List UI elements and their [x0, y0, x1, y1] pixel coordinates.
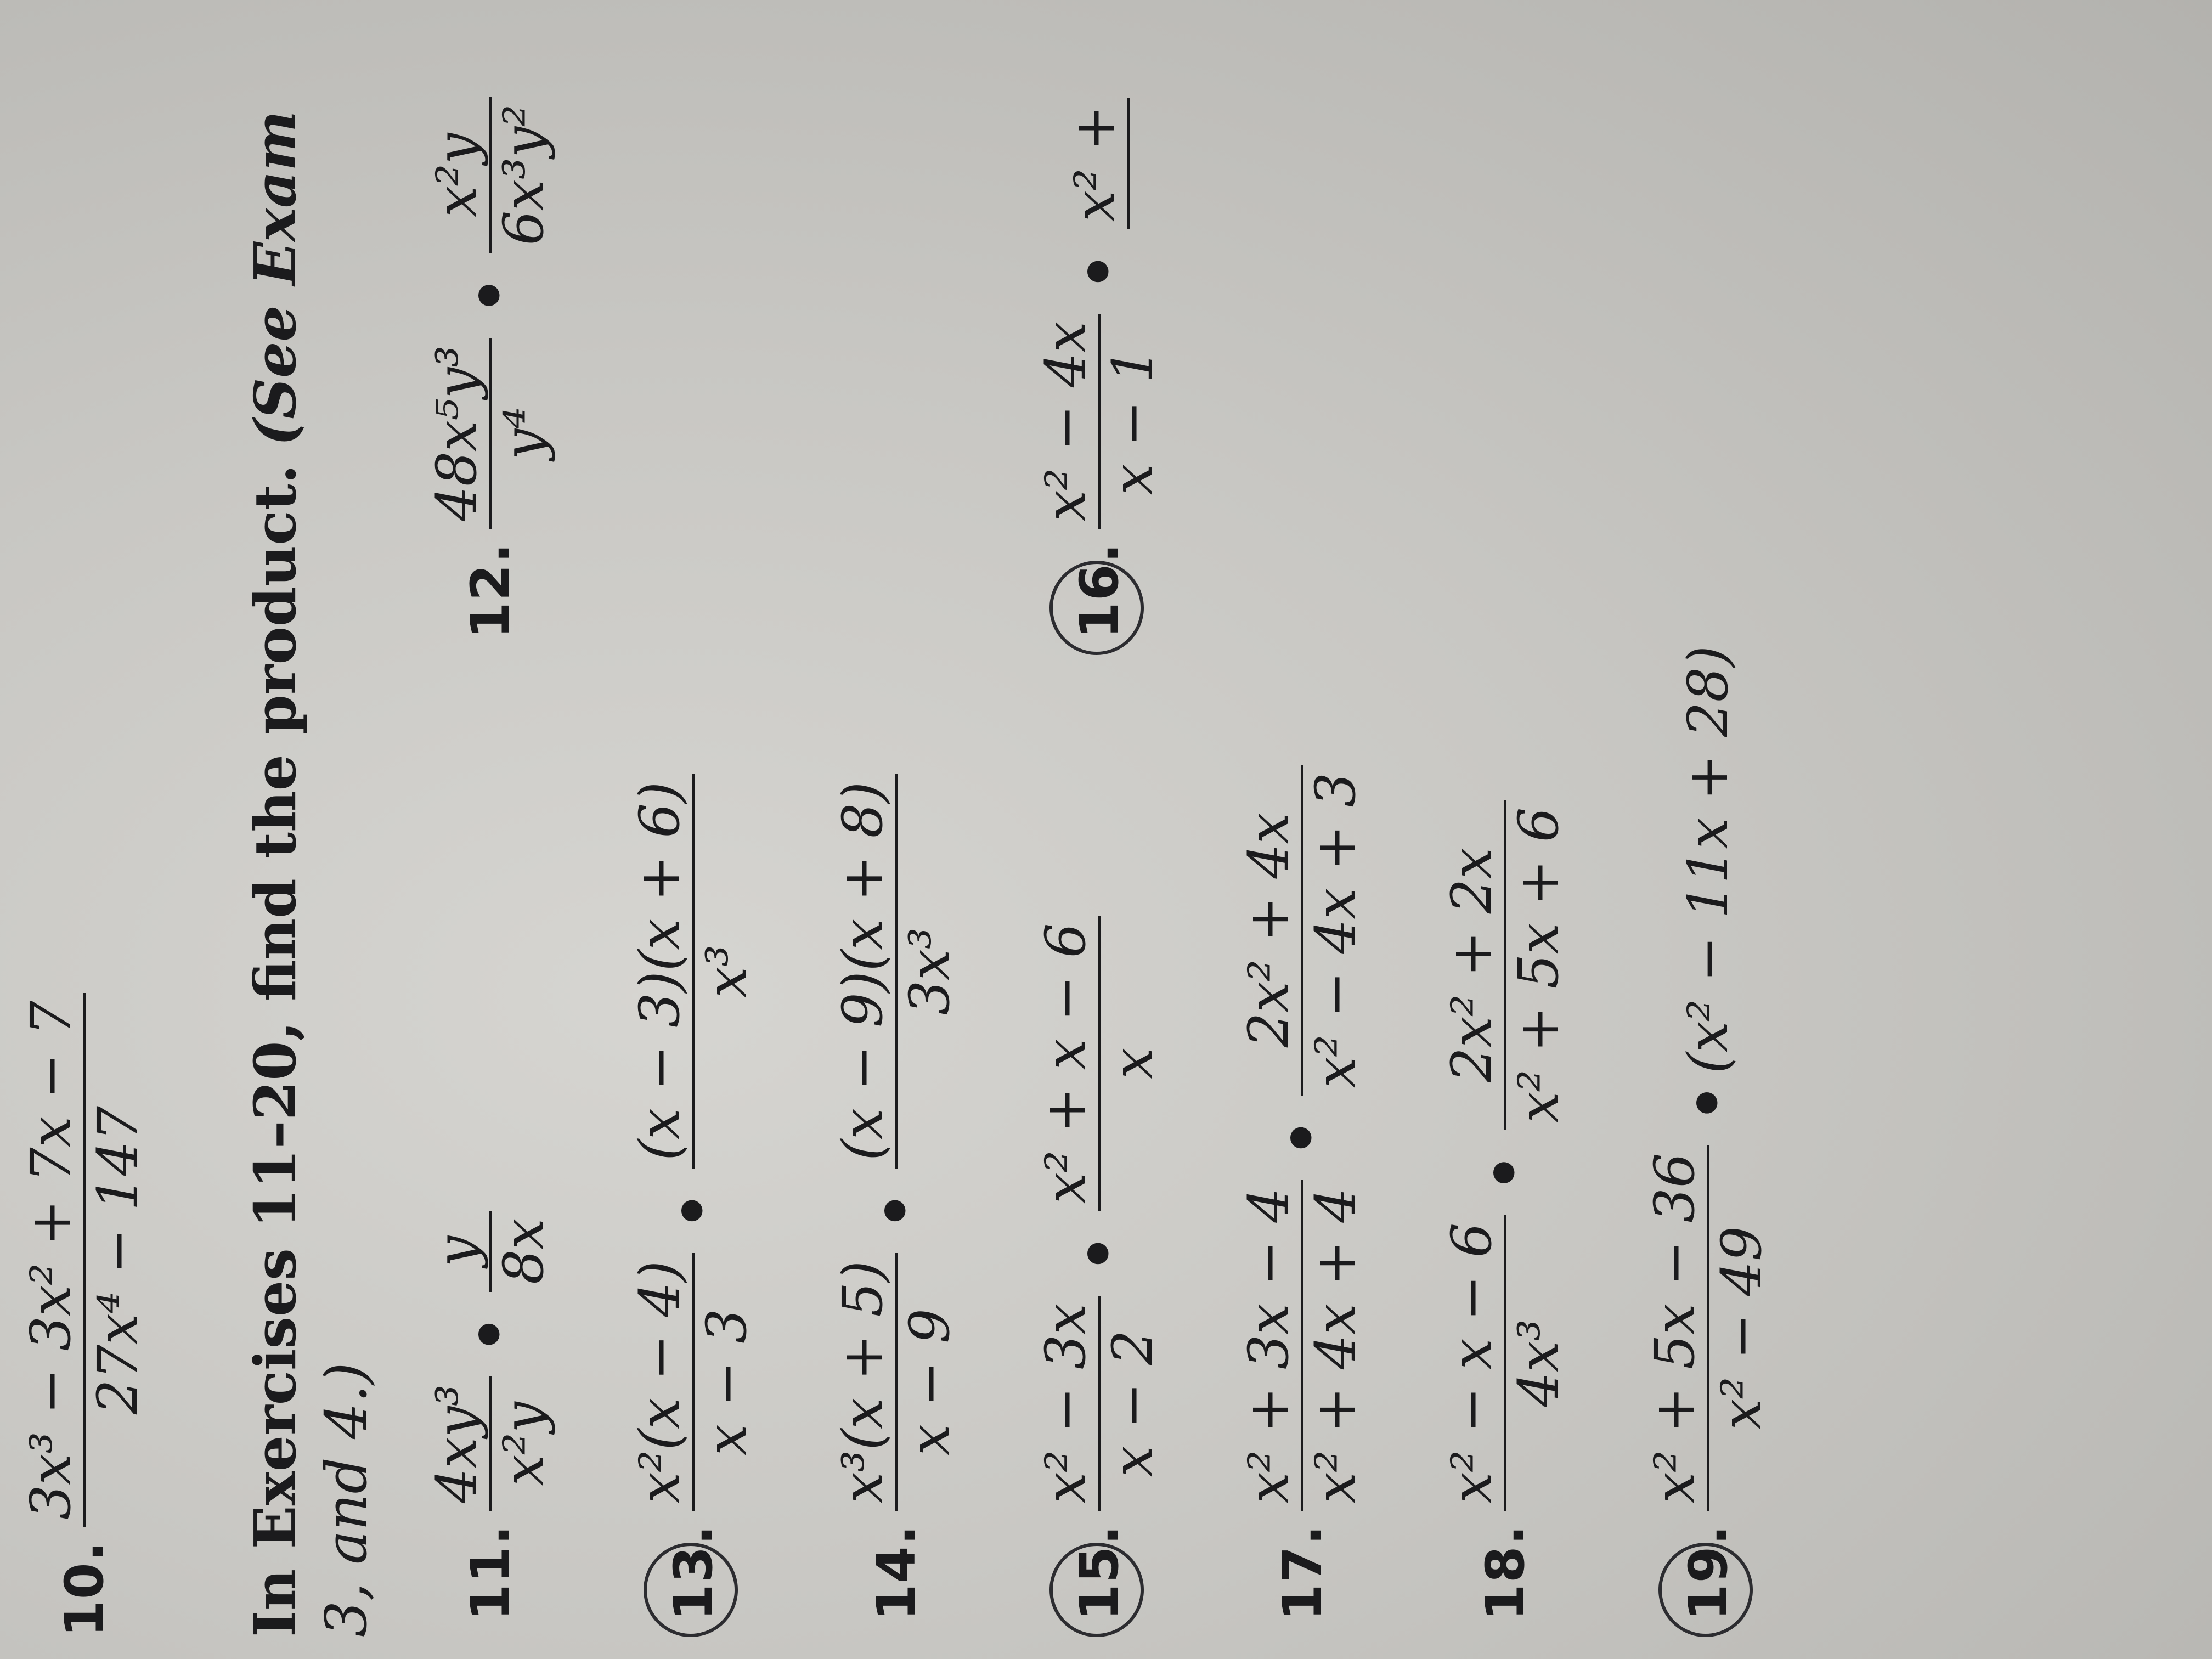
instructions [241, 111, 309, 1637]
fraction-left [425, 338, 556, 529]
multiply-dot: • [1673, 1084, 1743, 1122]
exercise-19 [1643, 646, 1774, 1621]
exercise-number [1678, 1524, 1739, 1621]
fraction-right [425, 97, 556, 253]
denominator: 8x [492, 1218, 556, 1285]
fraction-left [1643, 1145, 1774, 1510]
exercise-number: 10. [53, 1540, 115, 1637]
denominator: x² + 4x + 4 [1304, 1188, 1368, 1503]
exercise-number: 17. [1271, 1523, 1333, 1621]
handwritten-circle [1652, 1537, 1758, 1643]
fraction-left [1034, 1296, 1165, 1511]
numerator: 2x² + 4x [1237, 812, 1301, 1048]
denominator: x − 1 [1101, 348, 1165, 495]
numerator: x²(x − 4) [628, 1261, 692, 1503]
fraction-left [1237, 1180, 1368, 1511]
exercise-15 [1034, 902, 1165, 1621]
denominator: x²y [492, 1402, 556, 1486]
denominator: 27x⁴ − 147 [86, 1105, 150, 1414]
numerator: (x − 9)(x + 8) [831, 781, 895, 1161]
exercise-18 [1440, 787, 1571, 1621]
multiply-dot: • [1064, 252, 1135, 291]
denominator: x² + 5x + 6 [1506, 807, 1571, 1123]
instructions-reference: (See Exam [241, 110, 309, 447]
numerator: (x − 3)(x + 6) [628, 781, 692, 1161]
multiply-dot: • [1267, 1118, 1338, 1158]
denominator: 6x³y² [492, 104, 556, 246]
exercise-number: 11. [459, 1523, 521, 1621]
exercise-number [663, 1524, 724, 1621]
handwritten-circle [1043, 555, 1149, 661]
denominator: x² − 49 [1709, 1226, 1774, 1430]
instructions-text: In Exercises 11–20, find the product. [241, 464, 309, 1637]
denominator: x³ [695, 945, 759, 998]
exercise-number-text: 15. [1068, 1523, 1130, 1621]
multiply-dot: • [1064, 1234, 1135, 1273]
numerator: 3x³ − 3x² + 7x − 7 [19, 1000, 83, 1520]
fraction-right [831, 774, 962, 1169]
denominator: x − 3 [695, 1308, 759, 1455]
instructions-line-2: 3, and 4.) [313, 1362, 380, 1637]
exercise-number: 18. [1474, 1523, 1536, 1621]
numerator: 4xy³ [425, 1384, 489, 1503]
polynomial-factor: (x² − 11x + 28) [1676, 646, 1740, 1074]
fraction-left [831, 1253, 962, 1511]
multiply-dot: • [658, 1191, 729, 1231]
exercise-16 [1034, 84, 1165, 639]
numerator: x²y [425, 133, 489, 217]
exercise-10 [19, 980, 150, 1637]
denominator: y⁴ [492, 407, 556, 460]
multiply-dot: • [455, 1315, 526, 1354]
exercise-11 [425, 1198, 556, 1621]
exercise-number [1069, 542, 1130, 639]
fraction-right [628, 774, 759, 1169]
numerator: x² − 4x [1034, 321, 1098, 521]
exercise-13 [628, 761, 759, 1621]
exercise-number [1069, 1524, 1130, 1621]
fraction-right [1034, 916, 1165, 1211]
denominator: x² − 4x + 3 [1304, 772, 1368, 1088]
exercise-number-text: 13. [662, 1523, 724, 1621]
multiply-dot: • [455, 276, 526, 315]
fraction-right [1237, 765, 1368, 1096]
handwritten-circle [1043, 1537, 1149, 1643]
denominator: 3x³ [898, 927, 962, 1015]
numerator: x³(x + 5) [831, 1261, 895, 1503]
numerator: 2x² + 2x [1440, 848, 1504, 1082]
fraction-right [425, 1211, 556, 1292]
fraction-left [1034, 314, 1165, 529]
exercise-14 [831, 761, 962, 1621]
exercise-17 [1237, 752, 1368, 1621]
denominator: x [1101, 1047, 1165, 1079]
fraction [19, 993, 150, 1527]
numerator: x² − x − 6 [1440, 1222, 1504, 1503]
fraction-left [425, 1376, 556, 1511]
exercise-number: 14. [865, 1523, 927, 1621]
numerator: x² + [1062, 105, 1127, 222]
numerator: x² + 5x − 36 [1643, 1153, 1707, 1503]
exercise-number-text: 16. [1068, 541, 1130, 639]
numerator: y [425, 1235, 489, 1267]
denominator: x − 2 [1101, 1330, 1165, 1477]
fraction-left [1440, 1215, 1571, 1511]
exercise-12 [425, 84, 556, 639]
exercise-number: 12. [459, 541, 521, 639]
fraction-right [1440, 800, 1571, 1131]
numerator: 48x⁵y³ [425, 345, 489, 521]
multiply-dot: • [861, 1191, 932, 1231]
numerator: x² − 3x [1034, 1304, 1098, 1503]
numerator: x² + 3x − 4 [1237, 1188, 1301, 1503]
denominator: 4x³ [1506, 1319, 1571, 1407]
numerator: x² + x − 6 [1034, 923, 1098, 1204]
multiply-dot: • [1470, 1153, 1541, 1192]
handwritten-circle [637, 1537, 743, 1643]
denominator: x − 9 [898, 1308, 962, 1455]
fraction-bar [1127, 98, 1130, 229]
exercise-number-text: 19. [1677, 1523, 1739, 1621]
fraction-left [628, 1253, 759, 1511]
fraction-right [1062, 98, 1133, 229]
